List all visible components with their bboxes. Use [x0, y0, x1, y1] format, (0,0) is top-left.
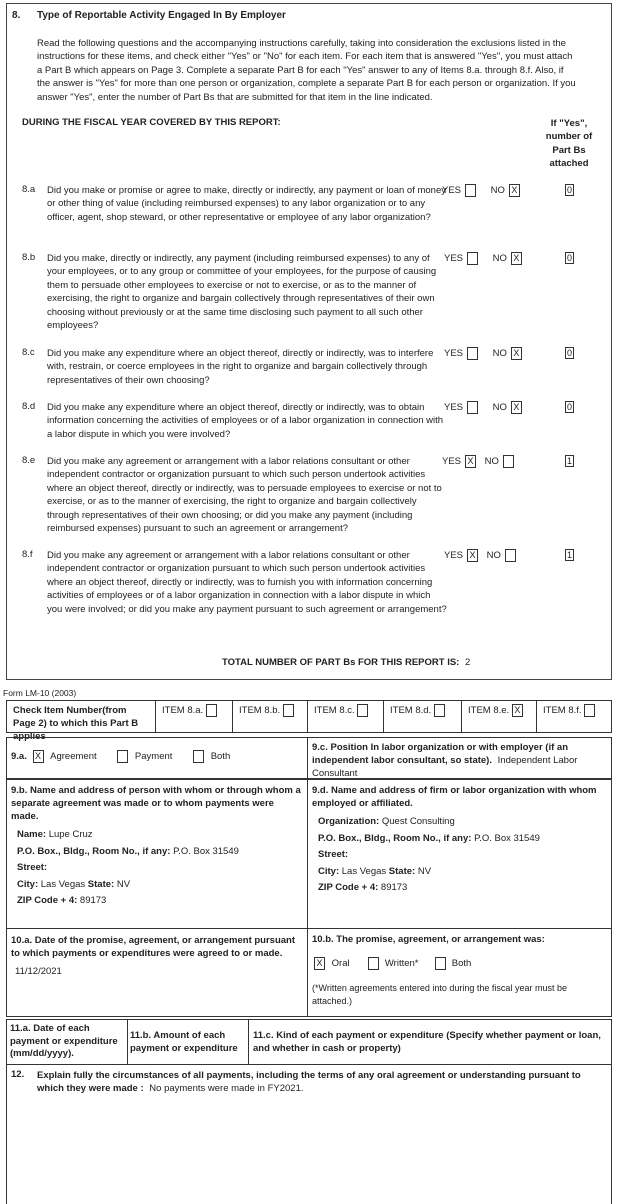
part-b-count[interactable]: 0	[566, 185, 572, 195]
section-8-number: 8.	[12, 10, 21, 21]
question-id: 8.a	[22, 184, 36, 195]
yes-no-group: YES X NO	[444, 549, 516, 562]
written-checkbox[interactable]	[368, 957, 379, 970]
question-text: Did you make any expenditure where an object thereof, directly or indirectly, was to interfere with, restrain, or coerce employees in the right to organize and bargain collectively through representatives of their own choosing?	[47, 348, 434, 386]
item-8e-checkbox[interactable]: X	[512, 704, 523, 717]
yes-no-group: YES NO X	[444, 252, 522, 265]
question-id: 8.f	[22, 549, 33, 560]
section-10a-label: 10.a. Date of the promise, agreement, or arrangement pursuant to which payments or expenditures were agreed to or made.	[11, 935, 296, 959]
question-text: Did you make any agreement or arrangement with a labor relations consultant or other independent contractor or organization pursuant to which such person undertook activities where an object thereof, directly or indirectly, was to persuade employees to exercise or not to exercise, or as to the manner of exercising, the right to organize and bargain collectively through representatives of their own choosing; or did you make any payment (including reimbursed expenses) pursuant to such an agreement or arrangement?	[47, 456, 442, 535]
section-11b-cell: 11.b. Amount of each payment or expenditure	[127, 1019, 249, 1065]
yes-checkbox[interactable]	[465, 184, 476, 197]
no-checkbox[interactable]	[503, 455, 514, 468]
question-text: Did you make any agreement or arrangement with a labor relations consultant or other independent contractor or organization pursuant to which such person undertook activities where an object thereof, directly or indirectly, was to furnish you with information concerning activities of employees or of a labor organization in connection with a labor dispute in which you were involved; or did you make any payment pursuant to such agreement or arrangement?	[47, 550, 447, 615]
yes-checkbox[interactable]: X	[465, 455, 476, 468]
yes-checkbox[interactable]	[467, 252, 478, 265]
no-checkbox[interactable]: X	[511, 401, 522, 414]
section-9d-cell: 9.d. Name and address of firm or labor organization with whom employed or affiliated. Organization: Quest Consulting P.O. Box., Bldg., Room No., if any: P.O. Box 31549 Street: City: Las Vegas State: NV ZIP Code + 4: 89173	[307, 779, 612, 929]
question-text: Did you make, directly or indirectly, any payment (including reimbursed expenses) to any of your employees, or to any group or committee of your employees, for the purpose of causing them to persuade other employees to exercise or not to exercise, or as to the manner of exercising, the right to organize and bargain collectively through representatives of their own choosing without previously or at the same time disclosing such payment to all such other employees?	[47, 253, 437, 332]
question-text: Did you make or promise or agree to make, directly or indirectly, any payment or loan of money or other thing of value (including reimbursed expenses) to any labor organization or to any officer, agent, shop steward, or other representative or employee of any labor organization?	[47, 185, 446, 223]
person-po-box[interactable]: P.O. Box 31549	[173, 845, 239, 857]
section-11a-cell: 11.a. Date of each payment or expenditure (mm/dd/yyyy).	[6, 1019, 128, 1065]
no-checkbox[interactable]: X	[511, 252, 522, 265]
item-8c-checkbox[interactable]	[357, 704, 368, 717]
section-12-number: 12.	[11, 1069, 25, 1080]
org-city[interactable]: Las Vegas	[341, 865, 387, 877]
agreement-date[interactable]: 11/12/2021	[15, 966, 62, 977]
question-id: 8.b	[22, 252, 36, 263]
person-name[interactable]: Lupe Cruz	[48, 829, 93, 840]
section-11c-cell: 11.c. Kind of each payment or expenditure (Specify whether payment or loan, and whether in cash or property)	[248, 1019, 612, 1065]
no-checkbox[interactable]: X	[509, 184, 520, 197]
section-12-value[interactable]: No payments were made in FY2021.	[149, 1083, 304, 1094]
item-8a-cell: ITEM 8.a.	[155, 700, 233, 733]
section-9c-cell	[307, 737, 612, 779]
yes-checkbox[interactable]	[467, 347, 478, 360]
item-8a-checkbox[interactable]	[206, 704, 217, 717]
section-10a-cell	[6, 928, 308, 1017]
yes-checkbox[interactable]: X	[467, 549, 478, 562]
part-b-count[interactable]: 1	[566, 550, 572, 560]
payment-checkbox[interactable]	[117, 750, 128, 763]
item-8f-checkbox[interactable]	[584, 704, 595, 717]
no-checkbox[interactable]: X	[511, 347, 522, 360]
section-12-text: Explain fully the circumstances of all payments, including the terms of any oral agreement or understanding pursuant to which they were made : No payments were made in FY2021.	[37, 1070, 581, 1094]
yes-checkbox[interactable]	[467, 401, 478, 414]
total-label: TOTAL NUMBER OF PART Bs FOR THIS REPORT IS:	[222, 657, 460, 668]
total-part-bs	[222, 657, 470, 668]
fiscal-heading: DURING THE FISCAL YEAR COVERED BY THIS REPORT:	[22, 117, 281, 128]
yes-no-group: YES NO X	[444, 401, 522, 414]
no-checkbox[interactable]	[505, 549, 516, 562]
section-8-instructions: Read the following questions and the accompanying instructions carefully, taking into consideration the exclusions listed in the instructions for these items, and check either "Yes" or "No" for each item. For each item that is answered "Yes", you must attach a Part B which appears on Page 3. Complete a separate Part B for each "Yes" answer to any of Items 8.a. through 8.f. Also, if the answer is "Yes" for more than one person or organization, complete a separate Part B for each person or organization. If you answer "Yes", enter the number of Part Bs that are submitted for that item in the line indicated.	[37, 38, 576, 103]
yes-no-group: YES NO X	[444, 347, 522, 360]
section-9b-label: 9.b. Name and address of person with whom or through whom a separate agreement was made or to whom payments were made.	[11, 785, 301, 822]
section-10b-cell: 10.b. The promise, agreement, or arrangement was: X Oral Written* Both (*Written agreements entered into during the fiscal year must be attached.)	[307, 928, 612, 1017]
org-state[interactable]: NV	[417, 865, 432, 877]
both-arrangement-checkbox[interactable]	[435, 957, 446, 970]
part-b-count[interactable]: 0	[566, 402, 572, 412]
question-text: Did you make any expenditure where an object thereof, directly or indirectly, was to obtain information concerning the activities of employees or of a labor organization in connection with a labor dispute in which you were involved?	[47, 402, 444, 440]
written-note: (*Written agreements entered into during the fiscal year must be attached.)	[312, 983, 567, 1006]
oral-checkbox[interactable]: X	[314, 957, 325, 970]
org-po-box[interactable]: P.O. Box 31549	[474, 832, 540, 844]
yes-no-group: YES X NO	[442, 455, 514, 468]
section-10b-label: 10.b. The promise, agreement, or arrangement was:	[312, 934, 545, 945]
part-b-count[interactable]: 1	[566, 456, 572, 466]
section-9a-cell: 9.a. X Agreement Payment Both	[6, 737, 308, 779]
section-9d-label: 9.d. Name and address of firm or labor organization with whom employed or affiliated.	[312, 785, 597, 809]
position-value[interactable]: Independent Labor Consultant	[312, 755, 578, 779]
section-8-title: Type of Reportable Activity Engaged In By Employer	[37, 10, 286, 21]
section-9a-label: 9.a.	[11, 751, 27, 763]
agreement-checkbox[interactable]: X	[33, 750, 44, 763]
part-b-count[interactable]: 0	[566, 348, 572, 358]
org-zip[interactable]: 89173	[380, 882, 408, 893]
organization-name[interactable]: Quest Consulting	[381, 816, 455, 827]
person-state[interactable]: NV	[116, 878, 131, 890]
person-zip[interactable]: 89173	[79, 895, 107, 906]
total-value: 2	[464, 657, 471, 668]
question-id: 8.c	[22, 347, 35, 358]
section-9c-label: 9.c. Position In labor organization or with employer (if an independent labor consultant, so state).	[312, 742, 568, 766]
form-id: Form LM-10 (2003)	[3, 688, 77, 698]
person-city[interactable]: Las Vegas	[40, 878, 86, 890]
item-8b-cell: ITEM 8.b.	[232, 700, 308, 733]
item-8e-cell: ITEM 8.e. X	[461, 700, 537, 733]
item-8c-cell: ITEM 8.c.	[307, 700, 384, 733]
part-b-count[interactable]: 0	[566, 253, 572, 263]
part-b-count-heading: If "Yes", number of Part Bs attached	[545, 118, 593, 170]
item-8d-cell: ITEM 8.d.	[383, 700, 462, 733]
item-8f-cell: ITEM 8.f.	[536, 700, 612, 733]
question-id: 8.d	[22, 401, 36, 412]
item-8d-checkbox[interactable]	[434, 704, 445, 717]
item-8b-checkbox[interactable]	[283, 704, 294, 717]
check-item-label-cell: Check Item Number(from Page 2) to which this Part B applies	[6, 700, 156, 733]
yes-no-group: YES NO X	[442, 184, 520, 197]
question-id: 8.e	[22, 455, 36, 466]
both-checkbox[interactable]	[193, 750, 204, 763]
section-9b-cell: 9.b. Name and address of person with whom or through whom a separate agreement was made or to whom payments were made. Name: Lupe Cruz P.O. Box., Bldg., Room No., if any: P.O. Box 31549 Street: City: Las Vegas State: NV ZIP Code + 4: 89173	[6, 779, 308, 929]
